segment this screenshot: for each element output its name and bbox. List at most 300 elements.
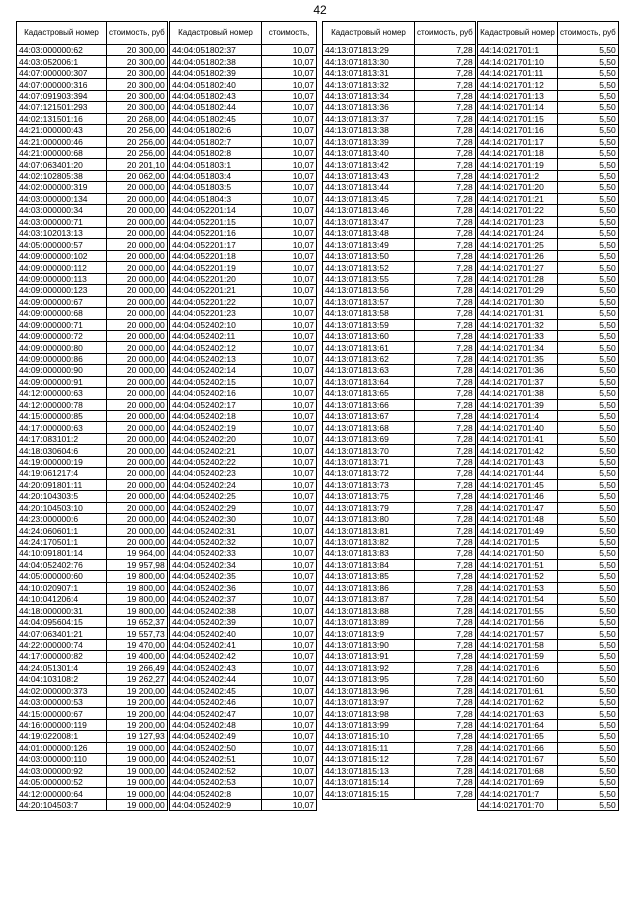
- cost-cell: 7,28: [415, 308, 476, 319]
- table-row: [478, 273, 619, 284]
- cost-cell: 5,50: [558, 731, 619, 742]
- cadastral-number-cell: 44:12:000000:64: [17, 788, 107, 799]
- cost-cell: 19 800,00: [107, 605, 168, 616]
- table-row: [170, 468, 317, 479]
- table-row: [170, 491, 317, 502]
- cadastral-number-cell: 44:13:071813:57: [323, 296, 415, 307]
- cadastral-number-cell: 44:13:071815:15: [323, 788, 415, 799]
- cadastral-number-cell: 44:04:052402:29: [170, 502, 262, 513]
- table-row: [323, 296, 476, 307]
- table-row: [478, 399, 619, 410]
- table-row: [17, 479, 168, 490]
- table-row: [323, 147, 476, 158]
- table-row: [323, 56, 476, 67]
- cadastral-number-cell: 44:09:000000:91: [17, 376, 107, 387]
- table-row: [478, 330, 619, 341]
- cost-cell: 20 000,00: [107, 308, 168, 319]
- cadastral-number-cell: 44:12:000000:63: [17, 388, 107, 399]
- table-row: [170, 399, 317, 410]
- cost-cell: 5,50: [558, 433, 619, 444]
- cadastral-number-cell: 44:13:071813:71: [323, 456, 415, 467]
- table-row: [170, 742, 317, 753]
- cadastral-number-cell: 44:14:021701:35: [478, 353, 558, 364]
- table-row: [170, 788, 317, 799]
- table-row: [170, 239, 317, 250]
- table-row: [170, 662, 317, 673]
- table-row: [170, 159, 317, 170]
- cost-cell: 20 000,00: [107, 479, 168, 490]
- cost-cell: 10,07: [262, 365, 317, 376]
- cadastral-number-cell: 44:09:000000:67: [17, 296, 107, 307]
- table-row: [478, 719, 619, 730]
- cost-cell: 10,07: [262, 45, 317, 56]
- cadastral-number-cell: 44:23:000000:6: [17, 513, 107, 524]
- cadastral-number-cell: 44:19:022008:1: [17, 731, 107, 742]
- table-row: [17, 685, 168, 696]
- cost-cell: 7,28: [415, 102, 476, 113]
- cost-cell: 19 200,00: [107, 719, 168, 730]
- cadastral-number-cell: 44:14:021701:50: [478, 548, 558, 559]
- cadastral-number-cell: 44:04:052402:16: [170, 388, 262, 399]
- cost-cell: 10,07: [262, 628, 317, 639]
- cadastral-number-cell: 44:07:063401:20: [17, 159, 107, 170]
- cadastral-number-cell: 44:14:021701:70: [478, 799, 558, 810]
- cost-cell: 7,28: [415, 376, 476, 387]
- cadastral-number-cell: 44:04:052402:22: [170, 456, 262, 467]
- cost-cell: 7,28: [415, 433, 476, 444]
- cost-cell: 5,50: [558, 399, 619, 410]
- table-row: [478, 319, 619, 330]
- cadastral-number-cell: 44:14:021701:49: [478, 525, 558, 536]
- cadastral-number-cell: 44:03:000000:110: [17, 754, 107, 765]
- cost-cell: 10,07: [262, 262, 317, 273]
- table-row: [323, 536, 476, 547]
- cadastral-number-cell: 44:13:071813:75: [323, 491, 415, 502]
- cadastral-number-cell: 44:04:052402:37: [170, 594, 262, 605]
- table-row: [478, 742, 619, 753]
- table-row: [323, 651, 476, 662]
- table-row: [170, 445, 317, 456]
- cadastral-number-cell: 44:13:071813:65: [323, 388, 415, 399]
- cadastral-number-cell: 44:14:021701:16: [478, 125, 558, 136]
- table-row: [478, 696, 619, 707]
- table-row: [17, 239, 168, 250]
- cadastral-number-cell: 44:13:071813:81: [323, 525, 415, 536]
- table-row: [17, 571, 168, 582]
- cadastral-number-cell: 44:14:021701:61: [478, 685, 558, 696]
- cost-cell: 20 000,00: [107, 365, 168, 376]
- table-row: [478, 193, 619, 204]
- cost-cell: 7,28: [415, 342, 476, 353]
- table-row: [323, 388, 476, 399]
- cost-cell: 19 200,00: [107, 708, 168, 719]
- cadastral-number-cell: 44:13:071813:73: [323, 479, 415, 490]
- cadastral-number-cell: 44:04:052402:8: [170, 788, 262, 799]
- cadastral-number-cell: 44:24:170501:1: [17, 536, 107, 547]
- cost-cell: 19 400,00: [107, 651, 168, 662]
- cost-cell: 7,28: [415, 502, 476, 513]
- cadastral-number-cell: 44:13:071813:97: [323, 696, 415, 707]
- cadastral-number-cell: 44:17:083101:2: [17, 433, 107, 444]
- table-row: [478, 147, 619, 158]
- cadastral-number-cell: 44:04:052201:19: [170, 262, 262, 273]
- table-row: [323, 399, 476, 410]
- table-row: [478, 777, 619, 788]
- cadastral-number-cell: 44:13:071813:62: [323, 353, 415, 364]
- table-row: [17, 525, 168, 536]
- cadastral-number-cell: 44:04:052402:30: [170, 513, 262, 524]
- cost-cell: 10,07: [262, 777, 317, 788]
- cadastral-number-cell: 44:04:051802:38: [170, 56, 262, 67]
- cost-cell: 10,07: [262, 205, 317, 216]
- cost-cell: 7,28: [415, 330, 476, 341]
- cost-cell: 20 000,00: [107, 513, 168, 524]
- table-row: [17, 250, 168, 261]
- table-row: [323, 376, 476, 387]
- cadastral-number-cell: 44:04:051804:3: [170, 193, 262, 204]
- cadastral-number-cell: 44:13:071813:40: [323, 147, 415, 158]
- cost-cell: 19 957,98: [107, 559, 168, 570]
- table-row: [478, 45, 619, 56]
- cost-cell: 20 268,00: [107, 113, 168, 124]
- table-row: [323, 308, 476, 319]
- cost-cell: 20 000,00: [107, 491, 168, 502]
- table-row: [170, 365, 317, 376]
- cadastral-number-cell: 44:13:071813:86: [323, 582, 415, 593]
- cadastral-number-cell: 44:04:052402:44: [170, 674, 262, 685]
- table-row: [17, 742, 168, 753]
- cadastral-number-cell: 44:04:051802:7: [170, 136, 262, 147]
- cadastral-number-cell: 44:04:052402:15: [170, 376, 262, 387]
- cadastral-number-cell: 44:09:000000:86: [17, 353, 107, 364]
- cost-cell: 5,50: [558, 765, 619, 776]
- table-row: [170, 125, 317, 136]
- cost-cell: 20 300,00: [107, 79, 168, 90]
- table-row: [17, 399, 168, 410]
- table-row: [478, 582, 619, 593]
- cost-cell: 5,50: [558, 376, 619, 387]
- cost-cell: 20 300,00: [107, 102, 168, 113]
- table-row: [323, 113, 476, 124]
- cost-cell: 10,07: [262, 433, 317, 444]
- cost-cell: 10,07: [262, 536, 317, 547]
- cost-cell: 7,28: [415, 525, 476, 536]
- cost-cell: 10,07: [262, 594, 317, 605]
- cadastral-number-cell: 44:07:121501:293: [17, 102, 107, 113]
- table-row: [17, 56, 168, 67]
- cadastral-number-cell: 44:13:071813:39: [323, 136, 415, 147]
- cadastral-number-cell: 44:04:052402:49: [170, 731, 262, 742]
- cadastral-number-cell: 44:13:071813:44: [323, 182, 415, 193]
- cadastral-number-cell: 44:14:021701:43: [478, 456, 558, 467]
- cost-cell: 19 800,00: [107, 571, 168, 582]
- cost-cell: 7,28: [415, 708, 476, 719]
- cadastral-number-cell: 44:13:071815:12: [323, 754, 415, 765]
- cadastral-number-cell: 44:14:021701:42: [478, 445, 558, 456]
- table-row: [170, 502, 317, 513]
- cost-cell: 7,28: [415, 182, 476, 193]
- cadastral-number-cell: 44:13:071813:29: [323, 45, 415, 56]
- table-row: [17, 205, 168, 216]
- table-row: [478, 239, 619, 250]
- cadastral-number-cell: 44:04:052402:19: [170, 422, 262, 433]
- cost-cell: 5,50: [558, 468, 619, 479]
- cadastral-number-cell: 44:14:021701:32: [478, 319, 558, 330]
- cost-cell: 5,50: [558, 548, 619, 559]
- cadastral-number-cell: 44:04:052402:31: [170, 525, 262, 536]
- cadastral-number-cell: 44:13:071813:66: [323, 399, 415, 410]
- cost-cell: 10,07: [262, 125, 317, 136]
- cost-cell: 5,50: [558, 90, 619, 101]
- cost-cell: 20 000,00: [107, 273, 168, 284]
- table-row: [478, 616, 619, 627]
- table-row: [323, 468, 476, 479]
- column-header-cost: стоимость, руб: [558, 22, 619, 45]
- cadastral-number-cell: 44:13:071813:60: [323, 330, 415, 341]
- cost-cell: 5,50: [558, 228, 619, 239]
- cost-cell: 10,07: [262, 571, 317, 582]
- cost-cell: 10,07: [262, 696, 317, 707]
- cadastral-number-cell: 44:13:071813:52: [323, 262, 415, 273]
- cadastral-number-cell: 44:13:071813:45: [323, 193, 415, 204]
- cadastral-number-cell: 44:04:051802:6: [170, 125, 262, 136]
- table-row: [170, 651, 317, 662]
- cadastral-number-cell: 44:04:051802:8: [170, 147, 262, 158]
- cost-cell: 5,50: [558, 193, 619, 204]
- table-row: [170, 777, 317, 788]
- cost-cell: 5,50: [558, 742, 619, 753]
- cadastral-number-cell: 44:04:052402:9: [170, 799, 262, 810]
- table-row: [478, 216, 619, 227]
- cost-cell: 5,50: [558, 388, 619, 399]
- cost-cell: 10,07: [262, 239, 317, 250]
- cost-cell: 5,50: [558, 67, 619, 78]
- cadastral-number-cell: 44:14:021701:22: [478, 205, 558, 216]
- cadastral-number-cell: 44:13:071813:72: [323, 468, 415, 479]
- cadastral-number-cell: 44:05:000000:60: [17, 571, 107, 582]
- cost-cell: 7,28: [415, 445, 476, 456]
- cadastral-number-cell: 44:13:071813:46: [323, 205, 415, 216]
- cadastral-number-cell: 44:14:021701:57: [478, 628, 558, 639]
- cadastral-number-cell: 44:14:021701:54: [478, 594, 558, 605]
- cost-cell: 10,07: [262, 559, 317, 570]
- cadastral-number-cell: 44:04:052402:38: [170, 605, 262, 616]
- cadastral-number-cell: 44:13:071813:43: [323, 170, 415, 181]
- cost-cell: 10,07: [262, 376, 317, 387]
- table-row: [170, 559, 317, 570]
- table-row: [323, 159, 476, 170]
- cost-cell: 5,50: [558, 456, 619, 467]
- cadastral-number-cell: 44:04:052402:17: [170, 399, 262, 410]
- cadastral-number-cell: 44:14:021701:46: [478, 491, 558, 502]
- cadastral-number-cell: 44:04:051803:5: [170, 182, 262, 193]
- cost-cell: 7,28: [415, 628, 476, 639]
- cadastral-number-cell: 44:02:000000:373: [17, 685, 107, 696]
- cost-cell: 7,28: [415, 79, 476, 90]
- cadastral-number-cell: 44:04:052402:50: [170, 742, 262, 753]
- table-row: [170, 376, 317, 387]
- cadastral-number-cell: 44:04:051802:43: [170, 90, 262, 101]
- cost-cell: 5,50: [558, 571, 619, 582]
- cost-cell: 19 000,00: [107, 765, 168, 776]
- table-row: [170, 308, 317, 319]
- table-body: [17, 45, 168, 811]
- table-row: [478, 491, 619, 502]
- cadastral-number-cell: 44:14:021701:51: [478, 559, 558, 570]
- cost-cell: 7,28: [415, 594, 476, 605]
- cost-cell: 20 000,00: [107, 502, 168, 513]
- cost-cell: 5,50: [558, 216, 619, 227]
- cadastral-table-1: [16, 21, 168, 811]
- table-row: [17, 651, 168, 662]
- cost-cell: 10,07: [262, 388, 317, 399]
- table-row: [17, 639, 168, 650]
- table-row: [478, 662, 619, 673]
- cost-cell: 20 000,00: [107, 433, 168, 444]
- cadastral-number-cell: 44:04:051803:1: [170, 159, 262, 170]
- column-header-cadastral-number: Кадастровый номер: [323, 22, 415, 45]
- cost-cell: 7,28: [415, 147, 476, 158]
- cost-cell: 7,28: [415, 353, 476, 364]
- cadastral-number-cell: 44:04:052201:21: [170, 285, 262, 296]
- cost-cell: 5,50: [558, 159, 619, 170]
- cost-cell: 7,28: [415, 742, 476, 753]
- table-row: [323, 170, 476, 181]
- table-row: [478, 536, 619, 547]
- cadastral-number-cell: 44:14:021701:58: [478, 639, 558, 650]
- cadastral-number-cell: 44:13:071813:59: [323, 319, 415, 330]
- table-row: [323, 628, 476, 639]
- table-row: [17, 411, 168, 422]
- table-row: [170, 388, 317, 399]
- cadastral-number-cell: 44:09:000000:68: [17, 308, 107, 319]
- cost-cell: 19 652,37: [107, 616, 168, 627]
- cadastral-number-cell: 44:04:052402:18: [170, 411, 262, 422]
- table-row: [170, 548, 317, 559]
- cadastral-number-cell: 44:13:071813:82: [323, 536, 415, 547]
- cost-cell: 7,28: [415, 571, 476, 582]
- cadastral-number-cell: 44:09:000000:71: [17, 319, 107, 330]
- cadastral-number-cell: 44:04:052201:17: [170, 239, 262, 250]
- cadastral-number-cell: 44:04:052402:33: [170, 548, 262, 559]
- table-row: [478, 353, 619, 364]
- cost-cell: 5,50: [558, 536, 619, 547]
- table-row: [17, 319, 168, 330]
- cost-cell: 10,07: [262, 788, 317, 799]
- cadastral-number-cell: 44:14:021701:31: [478, 308, 558, 319]
- table-row: [17, 765, 168, 776]
- cadastral-number-cell: 44:04:052402:36: [170, 582, 262, 593]
- table-row: [17, 376, 168, 387]
- cost-cell: 5,50: [558, 136, 619, 147]
- cost-cell: 7,28: [415, 273, 476, 284]
- cadastral-number-cell: 44:03:052006:1: [17, 56, 107, 67]
- table-row: [478, 170, 619, 181]
- table-row: [17, 79, 168, 90]
- cadastral-number-cell: 44:13:071815:13: [323, 765, 415, 776]
- cadastral-number-cell: 44:04:052201:23: [170, 308, 262, 319]
- cadastral-number-cell: 44:13:071813:83: [323, 548, 415, 559]
- cadastral-number-cell: 44:04:052402:21: [170, 445, 262, 456]
- cost-cell: 20 062,00: [107, 170, 168, 181]
- cost-cell: 10,07: [262, 708, 317, 719]
- cadastral-number-cell: 44:13:071813:36: [323, 102, 415, 113]
- cadastral-number-cell: 44:13:071813:32: [323, 79, 415, 90]
- cadastral-number-cell: 44:04:052201:22: [170, 296, 262, 307]
- cost-cell: 5,50: [558, 365, 619, 376]
- cost-cell: 7,28: [415, 548, 476, 559]
- table-row: [323, 639, 476, 650]
- cadastral-number-cell: 44:14:021701:27: [478, 262, 558, 273]
- cost-cell: 7,28: [415, 136, 476, 147]
- cost-cell: 5,50: [558, 799, 619, 810]
- table-row: [17, 536, 168, 547]
- cost-cell: 7,28: [415, 559, 476, 570]
- cadastral-number-cell: 44:13:071813:67: [323, 411, 415, 422]
- cost-cell: 10,07: [262, 616, 317, 627]
- table-row: [323, 674, 476, 685]
- cost-cell: 10,07: [262, 216, 317, 227]
- cadastral-number-cell: 44:14:021701:24: [478, 228, 558, 239]
- cost-cell: 5,50: [558, 594, 619, 605]
- cadastral-number-cell: 44:04:051802:39: [170, 67, 262, 78]
- cost-cell: 10,07: [262, 411, 317, 422]
- table-row: [323, 616, 476, 627]
- table-row: [17, 502, 168, 513]
- cadastral-number-cell: 44:13:071813:49: [323, 239, 415, 250]
- cost-cell: 20 300,00: [107, 56, 168, 67]
- cost-cell: 19 127,93: [107, 731, 168, 742]
- cost-cell: 19 000,00: [107, 777, 168, 788]
- cost-cell: 7,28: [415, 205, 476, 216]
- cost-cell: 5,50: [558, 205, 619, 216]
- cadastral-number-cell: 44:01:000000:126: [17, 742, 107, 753]
- cadastral-number-cell: 44:04:052402:20: [170, 433, 262, 444]
- table-row: [323, 125, 476, 136]
- cost-cell: 7,28: [415, 193, 476, 204]
- cost-cell: 5,50: [558, 525, 619, 536]
- cadastral-number-cell: 44:04:052402:46: [170, 696, 262, 707]
- cost-cell: 19 964,00: [107, 548, 168, 559]
- cost-cell: 19 200,00: [107, 696, 168, 707]
- cadastral-number-cell: 44:05:000000:52: [17, 777, 107, 788]
- table-row: [17, 296, 168, 307]
- cost-cell: 10,07: [262, 56, 317, 67]
- cost-cell: 10,07: [262, 731, 317, 742]
- cost-cell: 7,28: [415, 582, 476, 593]
- table-row: [170, 205, 317, 216]
- cadastral-number-cell: 44:04:103108:2: [17, 674, 107, 685]
- cadastral-number-cell: 44:14:021701:68: [478, 765, 558, 776]
- cadastral-number-cell: 44:03:000000:53: [17, 696, 107, 707]
- table-row: [170, 799, 317, 810]
- cadastral-number-cell: 44:13:071813:31: [323, 67, 415, 78]
- cadastral-number-cell: 44:14:021701:67: [478, 754, 558, 765]
- table-row: [170, 228, 317, 239]
- cost-cell: 5,50: [558, 696, 619, 707]
- cadastral-number-cell: 44:13:071813:99: [323, 719, 415, 730]
- table-row: [478, 594, 619, 605]
- cost-cell: 5,50: [558, 45, 619, 56]
- page-number: 42: [313, 3, 327, 17]
- cadastral-number-cell: 44:04:052402:51: [170, 754, 262, 765]
- cost-cell: 20 000,00: [107, 205, 168, 216]
- cadastral-number-cell: 44:13:071813:89: [323, 616, 415, 627]
- table-row: [170, 731, 317, 742]
- table-row: [478, 296, 619, 307]
- cadastral-number-cell: 44:14:021701:19: [478, 159, 558, 170]
- cost-cell: 20 000,00: [107, 411, 168, 422]
